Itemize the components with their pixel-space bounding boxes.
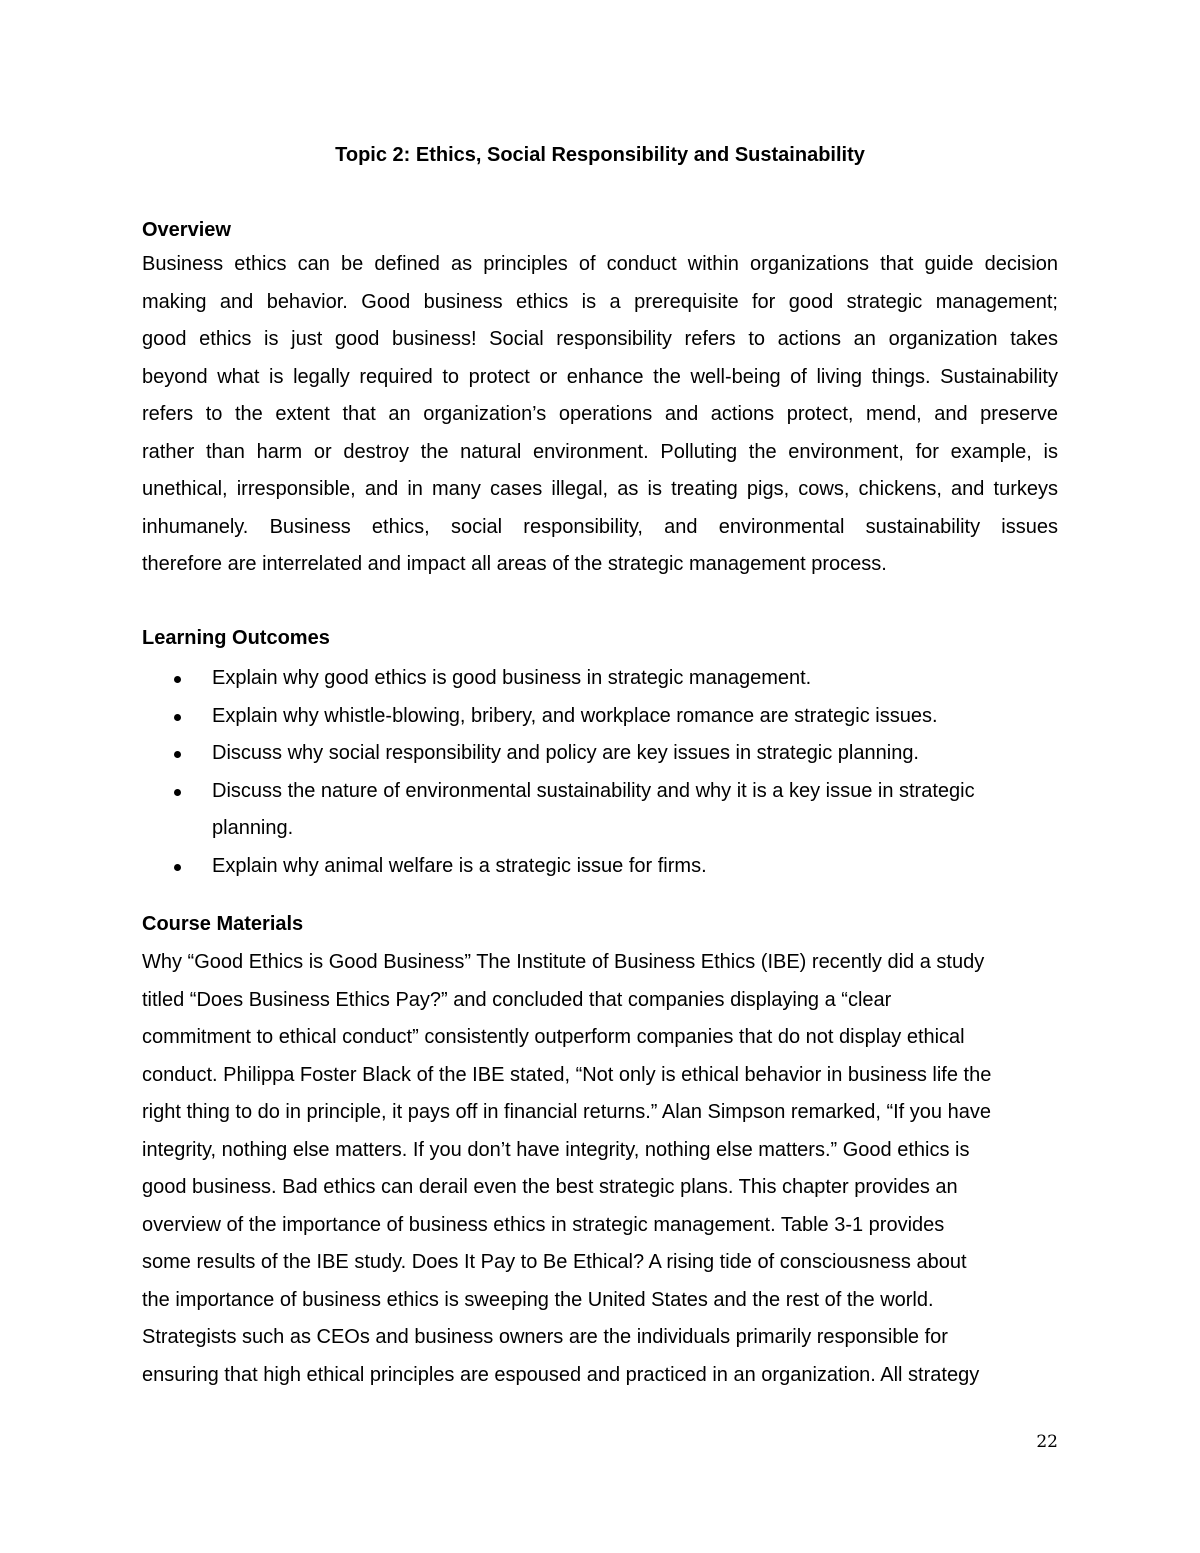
paragraph-line: right thing to do in principle, it pays off in financial returns.” Alan Simpson remarked, “If you have	[142, 1101, 991, 1123]
overview-heading: Overview	[142, 219, 231, 241]
paragraph-line: unethical, irresponsible, and in many cases illegal, as is treating pigs, cows, chickens, and turkeys	[142, 478, 1058, 500]
paragraph-line: making and behavior. Good business ethics is a prerequisite for good strategic management;	[142, 290, 1058, 313]
paragraph-line: beyond what is legally required to protect or enhance the well-being of living things. Sustainability	[142, 365, 1058, 388]
bullet-icon	[174, 789, 181, 796]
paragraph-line: integrity, nothing else matters. If you don’t have integrity, nothing else matters.” Good ethics is	[142, 1138, 970, 1161]
list-item	[142, 773, 1058, 848]
page-number: 22	[1036, 1432, 1058, 1452]
list-item	[142, 698, 1058, 736]
paragraph-line: overview of the importance of business ethics in strategic management. Table 3-1 provides	[142, 1213, 945, 1236]
paragraph-line: conduct. Philippa Foster Black of the IBE stated, “Not only is ethical behavior in business life the	[142, 1063, 992, 1086]
paragraph-line: ensuring that high ethical principles are espoused and practiced in an organization. All strategy	[142, 1363, 980, 1386]
course-materials-paragraph	[142, 944, 1058, 1394]
list-item	[142, 735, 1058, 773]
bullet-icon	[174, 751, 181, 758]
list-item-text: Explain why whistle-blowing, bribery, and workplace romance are strategic issues.	[212, 704, 938, 727]
list-item-text: Discuss why social responsibility and policy are key issues in strategic planning.	[212, 742, 919, 764]
paragraph-line: good ethics is just good business! Social responsibility refers to actions an organization takes	[142, 328, 1058, 350]
list-item-text: Explain why good ethics is good business in strategic management.	[212, 667, 812, 689]
paragraph-line: rather than harm or destroy the natural environment. Polluting the environment, for example, is	[142, 440, 1058, 463]
paragraph-line: therefore are interrelated and impact all areas of the strategic management process.	[142, 553, 887, 575]
paragraph-line: Business ethics can be defined as principles of conduct within organizations that guide decision	[142, 253, 1058, 275]
list-item	[142, 660, 1058, 698]
list-item-text: Explain why animal welfare is a strategic issue for firms.	[212, 854, 707, 877]
list-item-text: planning.	[212, 817, 294, 839]
list-item-text: Discuss the nature of environmental sustainability and why it is a key issue in strategic	[212, 779, 975, 802]
paragraph-line: Why “Good Ethics is Good Business” The Institute of Business Ethics (IBE) recently did a study	[142, 951, 985, 973]
course-materials-heading: Course Materials	[142, 913, 304, 935]
paragraph-line: titled “Does Business Ethics Pay?” and concluded that companies displaying a “clear	[142, 988, 892, 1011]
page-title: Topic 2: Ethics, Social Responsibility and Sustainability	[335, 144, 865, 166]
bullet-icon	[174, 676, 181, 683]
paragraph-line: some results of the IBE study. Does It Pay to Be Ethical? A rising tide of consciousness about	[142, 1251, 967, 1273]
learning-outcomes-list	[142, 660, 1058, 885]
list-item	[142, 848, 1058, 886]
overview-paragraph	[142, 246, 1058, 584]
bullet-icon	[174, 714, 181, 721]
paragraph-line: refers to the extent that an organization’s operations and actions protect, mend, and preserve	[142, 403, 1058, 425]
paragraph-line: inhumanely. Business ethics, social responsibility, and environmental sustainability issues	[142, 515, 1058, 538]
paragraph-line: Strategists such as CEOs and business owners are the individuals primarily responsible for	[142, 1326, 948, 1348]
bullet-icon	[174, 864, 181, 871]
paragraph-line: commitment to ethical conduct” consistently outperform companies that do not display ethical	[142, 1026, 965, 1048]
paragraph-line: good business. Bad ethics can derail even the best strategic plans. This chapter provides an	[142, 1176, 958, 1198]
learning-outcomes-heading: Learning Outcomes	[142, 627, 330, 649]
paragraph-line: the importance of business ethics is sweeping the United States and the rest of the world.	[142, 1288, 934, 1311]
